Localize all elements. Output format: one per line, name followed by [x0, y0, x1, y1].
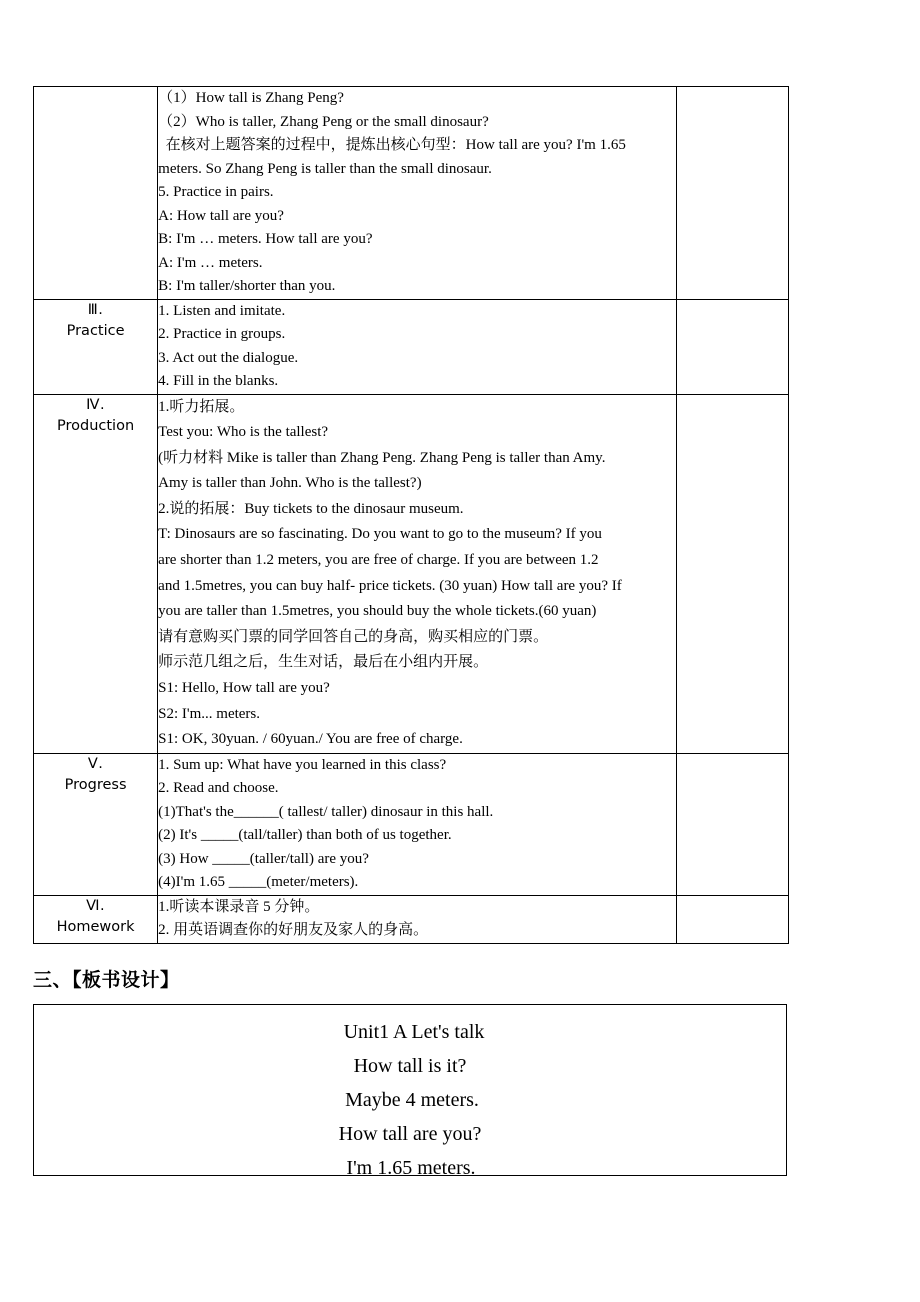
content-cell — [158, 753, 677, 895]
stage-word: Homework — [56, 918, 135, 935]
stage-numeral: Ⅵ. — [86, 897, 106, 914]
content-line: （1）How tall is Zhang Peng? — [158, 90, 344, 106]
content-cell — [158, 394, 677, 753]
board-line: Maybe 4 meters. — [345, 1089, 479, 1111]
stage-word: Progress — [64, 776, 127, 793]
content-cell — [158, 299, 677, 394]
content-line: 1. Listen and imitate. — [158, 302, 286, 319]
content-line: (听力材料 Mike is taller than Zhang Peng. Zhang Peng is taller than Amy. — [158, 449, 606, 466]
content-line: (2) It's _____(tall/taller) than both of us together. — [158, 827, 452, 844]
stage-cell — [34, 753, 158, 895]
content-line: are shorter than 1.2 meters, you are free of charge. If you are between 1.2 — [158, 552, 599, 569]
board-line: How tall are you? — [338, 1123, 482, 1145]
table-row — [34, 394, 789, 753]
board-line: I'm 1.65 meters. — [346, 1157, 476, 1179]
content-cell — [158, 895, 677, 943]
content-line: A: How tall are you? — [158, 207, 284, 224]
content-line: meters. So Zhang Peng is taller than the small dinosaur. — [158, 160, 492, 177]
table-row — [34, 87, 789, 300]
content-line: 1.听读本课录音 5 分钟。 — [158, 898, 320, 915]
stage-numeral: Ⅳ. — [86, 396, 106, 413]
content-line: 2. Read and choose. — [158, 780, 279, 797]
content-line: 5. Practice in pairs. — [158, 184, 274, 200]
content-line: you are taller than 1.5metres, you should buy the whole tickets.(60 yuan) — [158, 603, 597, 620]
table-row — [34, 299, 789, 394]
content-line: S1: Hello, How tall are you? — [158, 680, 330, 697]
note-cell — [676, 299, 788, 394]
content-line: (3) How _____(taller/tall) are you? — [158, 850, 369, 867]
table-row — [34, 753, 789, 895]
content-line: B: I'm taller/shorter than you. — [158, 278, 336, 294]
content-line: S2: I'm... meters. — [158, 705, 261, 722]
content-line: 2. Practice in groups. — [158, 326, 286, 342]
note-cell — [676, 753, 788, 895]
content-line: 2.说的拓展：Buy tickets to the dinosaur museum. — [158, 500, 464, 517]
note-cell — [676, 87, 788, 300]
content-line: 在核对上题答案的过程中，提炼出核心句型：How tall are you? I'm 1.65 — [158, 137, 626, 153]
content-line: (4)I'm 1.65 _____(meter/meters). — [158, 874, 359, 891]
content-line: Test you: Who is the tallest? — [158, 424, 329, 441]
content-line: (1)That's the______( tallest/ taller) dinosaur in this hall. — [158, 803, 494, 820]
content-line: 请有意购买门票的同学回答自己的身高，购买相应的门票。 — [158, 628, 549, 645]
content-line: and 1.5metres, you can buy half- price tickets. (30 yuan) How tall are you? If — [158, 577, 622, 594]
stage-cell — [34, 87, 158, 300]
stage-word: Practice — [66, 322, 125, 339]
content-line: T: Dinosaurs are so fascinating. Do you want to go to the museum? If you — [158, 526, 602, 543]
blackboard-design-box — [33, 1004, 787, 1179]
content-line: 1.听力拓展。 — [158, 398, 245, 415]
note-cell — [676, 394, 788, 753]
content-line: （2）Who is taller, Zhang Peng or the small dinosaur? — [158, 113, 489, 130]
content-line: 师示范几组之后，生生对话，最后在小组内开展。 — [158, 654, 489, 671]
content-line: 1. Sum up: What have you learned in this class? — [158, 756, 447, 773]
content-line: 4. Fill in the blanks. — [158, 373, 279, 389]
content-line: 3. Act out the dialogue. — [158, 349, 299, 366]
stage-numeral: Ⅴ. — [87, 755, 104, 772]
content-line: B: I'm … meters. How tall are you? — [158, 231, 373, 247]
stage-cell — [34, 299, 158, 394]
note-cell — [676, 895, 788, 943]
stage-cell — [34, 394, 158, 753]
lesson-plan-table — [33, 86, 789, 944]
content-line: A: I'm … meters. — [158, 254, 263, 271]
content-line: 2. 用英语调查你的好朋友及家人的身高。 — [158, 922, 429, 939]
section-heading: 三、【板书设计】 — [33, 969, 180, 991]
stage-numeral: Ⅲ. — [87, 301, 104, 318]
board-line: Unit1 A Let's talk — [343, 1021, 485, 1043]
content-cell — [158, 87, 677, 300]
content-line: S1: OK, 30yuan. / 60yuan./ You are free of charge. — [158, 731, 463, 748]
stage-word: Production — [57, 417, 135, 434]
content-line: Amy is taller than John. Who is the tallest?) — [158, 475, 422, 492]
board-line: How tall is it? — [353, 1055, 467, 1077]
table-row — [34, 895, 789, 943]
stage-cell — [34, 895, 158, 943]
